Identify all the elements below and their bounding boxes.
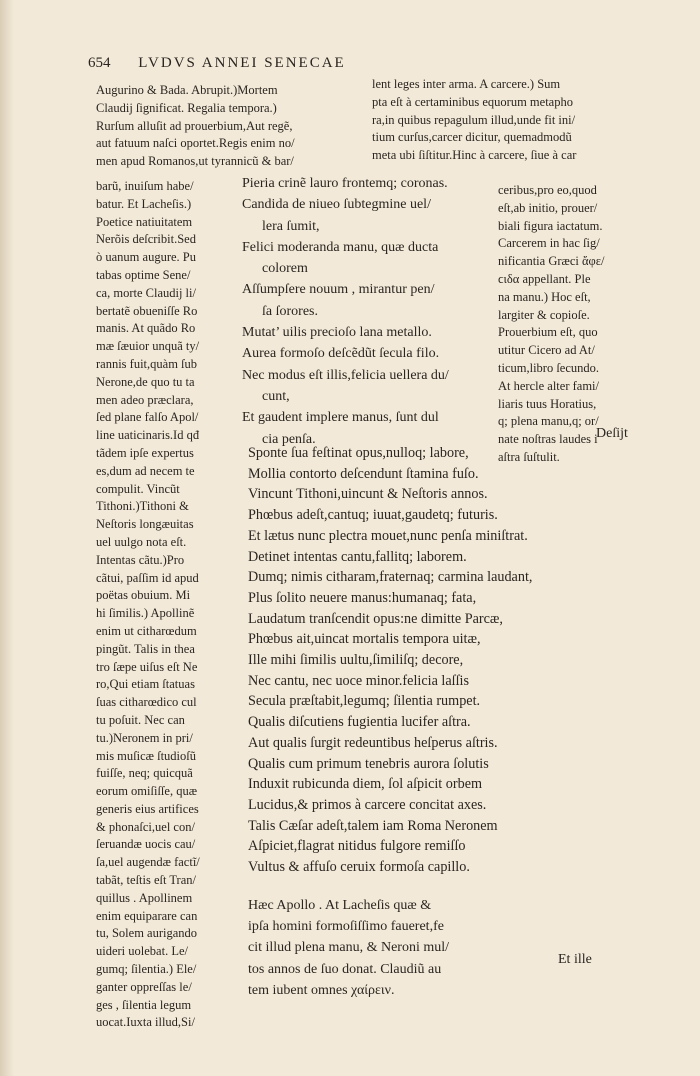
commentary-line: tium curſus,carcer dicitur, quemadmodũ bbox=[372, 130, 572, 145]
commentary-line: manis. At quãdo Ro bbox=[96, 321, 196, 336]
verse-line: Qualis cum primum tenebris aurora ſolutis bbox=[248, 755, 489, 772]
commentary-line: aſtra ſuſtulit. bbox=[498, 449, 560, 464]
commentary-line: ò uanum augure. Pu bbox=[96, 250, 196, 265]
commentary-line: utitur Cicero ad At/ bbox=[498, 343, 595, 358]
commentary-line: Tithoni.)Tithoni & bbox=[96, 499, 189, 514]
commentary-line: hi ſimilis.) Apollinẽ bbox=[96, 606, 195, 621]
commentary-line: Rurſum alluſit ad prouerbium,Aut regẽ, bbox=[96, 118, 293, 133]
prose-line: tos annos de ſuo donat. Claudiũ au bbox=[248, 961, 442, 977]
commentary-line: ro,Qui etiam ſtatuas bbox=[96, 677, 195, 692]
commentary-line: men adeo præclara, bbox=[96, 392, 194, 407]
commentary-line: Prouerbium eſt, quo bbox=[498, 325, 598, 340]
verse-line: Ille mihi ſimilis uultu,ſimiliſq; decore, bbox=[248, 652, 464, 669]
commentary-line: meta ubi ſiſtitur.Hinc à carcere, ſiue à car bbox=[372, 148, 577, 163]
commentary-line: enim ut citharœdum bbox=[96, 623, 197, 638]
verse-upper bbox=[242, 173, 449, 450]
commentary-line: uel uulgo nota eſt. bbox=[96, 534, 187, 549]
verse-line: colorem bbox=[262, 261, 308, 277]
verse-line: Nec modus eſt illis,felicia uellera du/ bbox=[242, 367, 449, 383]
commentary-line: quillus . Apollinem bbox=[96, 890, 193, 905]
commentary-line: compulit. Vincũt bbox=[96, 481, 180, 496]
commentary-line: pingũt. Talis in thea bbox=[96, 641, 195, 656]
commentary-line: batur. Et Lacheſis.) bbox=[96, 196, 192, 211]
commentary-line: fuiſſe, neq; quicquã bbox=[96, 766, 193, 781]
verse-line: Candida de niueo ſubtegmine uel/ bbox=[242, 197, 431, 213]
commentary-line: ϲιδα appellant. Ple bbox=[498, 271, 591, 286]
commentary-line: es,dum ad necem te bbox=[96, 463, 195, 478]
commentary-line: tu, Solem aurigando bbox=[96, 926, 198, 941]
commentary-line: tabãt, teſtis eſt Tran/ bbox=[96, 873, 196, 888]
commentary-line: q; plena manu,q; or/ bbox=[498, 414, 599, 429]
verse-line: cia penſa. bbox=[262, 431, 316, 447]
verse-line: Felici moderanda manu, quæ ducta bbox=[242, 239, 439, 255]
commentary-line: liaris tuus Horatius, bbox=[498, 396, 597, 411]
verse-line: lera ſumit, bbox=[262, 218, 320, 234]
commentary-line: At hercle alter fami/ bbox=[498, 378, 599, 393]
commentary-line: & phonaſci,uel con/ bbox=[96, 819, 195, 834]
commentary-line: aut fatuum naſci oportet.Regis enim no/ bbox=[96, 136, 295, 151]
verse-line: Laudatum tranſcendit opus:ne dimitte Parcæ, bbox=[248, 610, 503, 627]
commentary-line: pta eſt à certaminibus equorum metapho bbox=[372, 94, 573, 109]
verse-line: Qualis diſcutiens fugientia lucifer aſtra. bbox=[248, 714, 471, 731]
verse-line: Aut qualis ſurgit redeuntibus heſperus aſtris. bbox=[248, 734, 498, 751]
commentary-line: Nerone,de quo tu ta bbox=[96, 374, 195, 389]
commentary-line: Augurino & Bada. Abrupit.)Mortem bbox=[96, 83, 278, 97]
commentary-line: ganter oppreſſas le/ bbox=[96, 979, 192, 994]
commentary-line: tu poſuit. Nec can bbox=[96, 712, 185, 727]
verse-line: Et gaudent implere manus, ſunt dul bbox=[242, 410, 439, 426]
verse-line: Secula præſtabit,legumq; ſilentia rumpet. bbox=[248, 693, 481, 710]
prose-line: tem iubent omnes χαίρειν. bbox=[248, 982, 395, 998]
verse-line: Dumq; nimis citharam,fraternaq; carmina laudant, bbox=[248, 569, 533, 586]
commentary-line: tabas optime Sene/ bbox=[96, 267, 191, 282]
commentary-line: eorum omiſiſſe, quæ bbox=[96, 784, 198, 799]
prose-line: cit illud plena manu, & Neroni mul/ bbox=[248, 940, 450, 956]
commentary-line: Intentas cãtu.)Pro bbox=[96, 552, 185, 567]
commentary-line: ſed plane falſo Apol/ bbox=[96, 410, 199, 425]
commentary-line: cãtui, paſſim id apud bbox=[96, 570, 199, 585]
prose-line: Hæc Apollo . At Lacheſis quæ & bbox=[248, 898, 432, 913]
commentary-line: Claudij ſignificat. Regalia tempora.) bbox=[96, 100, 277, 115]
running-head bbox=[88, 52, 346, 74]
commentary-right-top bbox=[372, 76, 576, 165]
commentary-line: ges , ſilentia legum bbox=[96, 997, 192, 1012]
commentary-right-column bbox=[498, 182, 604, 467]
commentary-line: enim equiparare can bbox=[96, 908, 198, 923]
commentary-top bbox=[96, 82, 295, 171]
commentary-line: nificantia Græci ἄφε/ bbox=[498, 254, 605, 269]
verse-line: Phœbus ait,uincat mortalis tempora uitæ, bbox=[248, 631, 481, 648]
verse-line: Vincunt Tithoni,uincunt & Neſtoris annos. bbox=[248, 486, 488, 503]
verse-line: Vultus & affuſo ceruix formoſa capillo. bbox=[248, 859, 470, 876]
page-gutter-shadow bbox=[0, 0, 14, 1076]
verse-line: Plus ſolito neuere manus:humanaq; fata, bbox=[248, 589, 477, 606]
commentary-line: generis eius artifices bbox=[96, 801, 199, 816]
commentary-line: lent leges inter arma. A carcere.) Sum bbox=[372, 77, 561, 91]
commentary-line: ſeruandæ uocis cau/ bbox=[96, 837, 196, 852]
verse-line: Pieria crinẽ lauro frontemq; coronas. bbox=[242, 176, 448, 191]
verse-lower bbox=[248, 443, 532, 878]
commentary-line: eſt,ab initio, prouer/ bbox=[498, 200, 598, 215]
commentary-line: ſuas citharœdico cul bbox=[96, 695, 197, 710]
prose-end bbox=[248, 895, 449, 1001]
verse-line: ſa ſorores. bbox=[262, 303, 318, 319]
commentary-line: tãdem ipſe expertus bbox=[96, 445, 194, 460]
commentary-left-column bbox=[96, 178, 200, 1032]
verse-line: Aurea formoſo deſcẽdũt ſecula filo. bbox=[242, 346, 440, 362]
commentary-line: ceribus,pro eo,quod bbox=[498, 183, 597, 197]
verse-line: Mollia contorto deſcendunt ſtamina fuſo. bbox=[248, 465, 479, 482]
commentary-line: uideri uolebat. Le/ bbox=[96, 944, 188, 959]
verse-line: Et lætus nunc plectra mouet,nunc penſa miniſtrat. bbox=[248, 527, 528, 544]
verse-line: Talis Cæſar adeſt,talem iam Roma Neronem bbox=[248, 817, 498, 834]
commentary-line: largiter & copioſe. bbox=[498, 307, 590, 322]
commentary-line: tu.)Neronem in pri/ bbox=[96, 730, 193, 745]
verse-line: Detinet intentas cantu,fallitq; laborem. bbox=[248, 548, 467, 565]
commentary-line: mis muſicæ ſtudioſũ bbox=[96, 748, 197, 763]
commentary-line: ticum,libro ſecundo. bbox=[498, 360, 600, 375]
verse-line: Mutat’ uilis precioſo lana metallo. bbox=[242, 325, 432, 341]
commentary-line: nate noſtras laudes i bbox=[498, 432, 598, 447]
verse-line: Aſſumpſere nouum , mirantur pen/ bbox=[242, 282, 435, 298]
commentary-line: ra,in quibus repagulum illud,unde fit ini/ bbox=[372, 112, 576, 127]
commentary-line: mæ ſæuior unquã ty/ bbox=[96, 339, 200, 354]
verse-line: Aſpiciet,flagrat nitidus fulgore remiſſo bbox=[248, 838, 466, 855]
verse-line: Lucidus,& primos à carcere concitat axes. bbox=[248, 796, 487, 813]
verse-line: cunt, bbox=[262, 388, 290, 404]
catchword-right: Deſijt bbox=[596, 426, 628, 441]
verse-line: Sponte ſua feſtinat opus,nulloq; labore, bbox=[248, 445, 469, 461]
commentary-line: Neſtoris longæuitas bbox=[96, 517, 194, 532]
commentary-line: tro ſæpe uiſus eſt Ne bbox=[96, 659, 198, 674]
commentary-line: ſa,uel augendæ factĩ/ bbox=[96, 855, 200, 870]
prose-line: ipſa homini formoſiſſimo faueret,fe bbox=[248, 919, 444, 935]
verse-line: Induxit rubicunda diem, ſol aſpicit orbem bbox=[248, 776, 483, 793]
verse-line: Phœbus adeſt,cantuq; iuuat,gaudetq; futuris. bbox=[248, 507, 498, 524]
commentary-line: bertatẽ obueniſſe Ro bbox=[96, 303, 198, 318]
commentary-line: barũ, inuiſum habe/ bbox=[96, 179, 194, 193]
commentary-line: poëtas obuium. Mi bbox=[96, 588, 191, 603]
running-title: LVDVS ANNEI SENECAE bbox=[138, 55, 346, 71]
commentary-line: uocat.Iuxta illud,Si/ bbox=[96, 1015, 195, 1030]
commentary-line: na manu.) Hoc eſt, bbox=[498, 289, 591, 304]
commentary-line: ca, morte Claudij li/ bbox=[96, 285, 196, 300]
commentary-line: line uaticinaris.Id qđ bbox=[96, 428, 200, 443]
commentary-line: biali figura iactatum. bbox=[498, 218, 603, 233]
commentary-line: Poetice natiuitatem bbox=[96, 214, 193, 229]
catchword-bottom: Et ille bbox=[558, 952, 592, 967]
commentary-line: gumq; ſilentia.) Ele/ bbox=[96, 962, 197, 977]
page-number: 654 bbox=[88, 55, 111, 71]
commentary-line: rannis fuit,quàm ſub bbox=[96, 356, 198, 371]
verse-line: Nec cantu, nec uoce minor.felicia laſſis bbox=[248, 672, 469, 689]
commentary-line: Carcerem in hac ſig/ bbox=[498, 236, 600, 251]
commentary-line: Nerõis deſcribit.Sed bbox=[96, 232, 196, 247]
commentary-line: men apud Romanos,ut tyrannicũ & bar/ bbox=[96, 154, 294, 169]
